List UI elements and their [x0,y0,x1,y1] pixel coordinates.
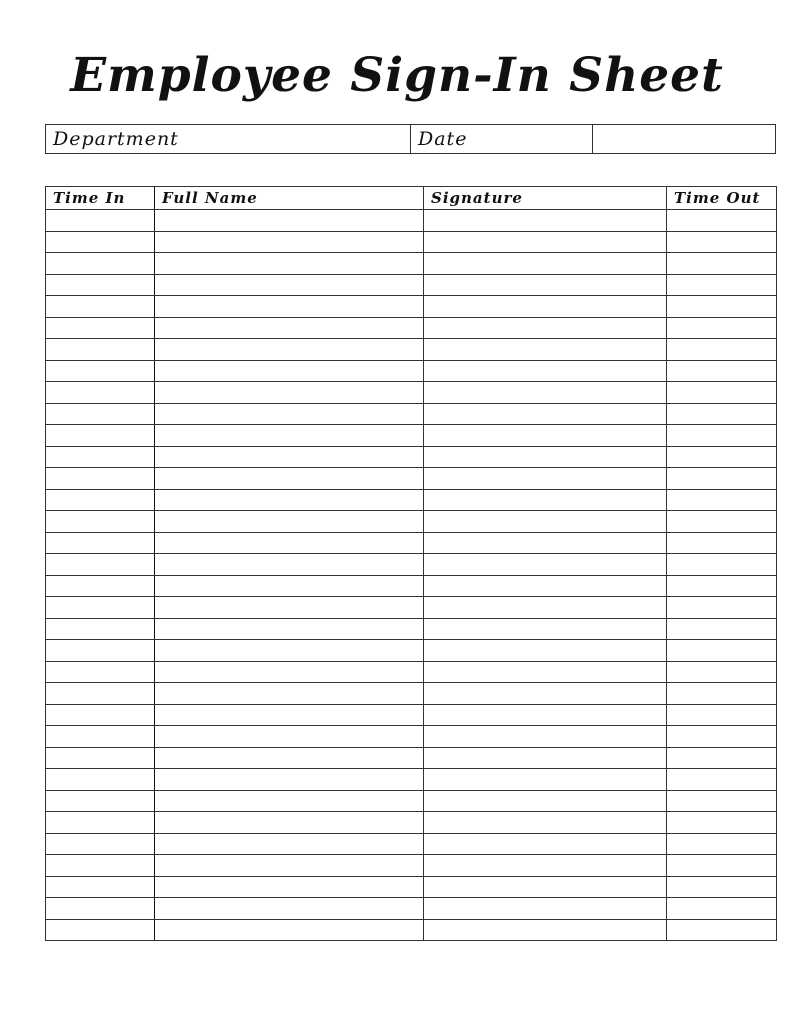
signature-cell[interactable] [424,661,667,683]
time-out-cell[interactable] [667,446,777,468]
table-row [46,640,777,662]
table-row [46,898,777,920]
page-title: Employee Sign-In Sheet [70,48,724,103]
time-out-cell[interactable] [667,382,777,404]
table-row [46,704,777,726]
time-out-cell[interactable] [667,919,777,941]
table-row [46,855,777,877]
time-in-cell[interactable] [46,898,155,920]
time-out-cell[interactable] [667,640,777,662]
full-name-cell[interactable] [155,704,424,726]
time-in-cell[interactable] [46,554,155,576]
time-in-cell[interactable] [46,296,155,318]
full-name-cell[interactable] [155,403,424,425]
time-out-cell[interactable] [667,360,777,382]
time-out-cell[interactable] [667,704,777,726]
time-out-cell[interactable] [667,403,777,425]
signature-cell[interactable] [424,704,667,726]
signature-cell[interactable] [424,511,667,533]
table-row [46,425,777,447]
full-name-cell[interactable] [155,296,424,318]
time-out-cell[interactable] [667,575,777,597]
full-name-cell[interactable] [155,532,424,554]
signature-cell[interactable] [424,575,667,597]
signature-cell[interactable] [424,919,667,941]
table-row [46,210,777,232]
info-row [46,125,776,154]
full-name-cell[interactable] [155,446,424,468]
time-out-cell[interactable] [667,231,777,253]
table-row [46,769,777,791]
table-row [46,446,777,468]
table-row [46,618,777,640]
time-out-cell[interactable] [667,489,777,511]
time-out-cell[interactable] [667,339,777,361]
column-header-signature: Signature [424,187,667,210]
column-header-time-out: Time Out [667,187,777,210]
time-out-cell[interactable] [667,511,777,533]
time-out-cell[interactable] [667,554,777,576]
time-out-cell[interactable] [667,769,777,791]
full-name-cell[interactable] [155,855,424,877]
time-in-cell[interactable] [46,661,155,683]
time-in-cell[interactable] [46,597,155,619]
full-name-cell[interactable] [155,790,424,812]
time-in-cell[interactable] [46,403,155,425]
signature-cell[interactable] [424,231,667,253]
signature-cell[interactable] [424,489,667,511]
time-in-cell[interactable] [46,855,155,877]
department-label: Department [53,128,179,150]
time-out-cell[interactable] [667,597,777,619]
signature-cell[interactable] [424,747,667,769]
full-name-cell[interactable] [155,231,424,253]
time-in-cell[interactable] [46,274,155,296]
signature-cell[interactable] [424,855,667,877]
full-name-cell[interactable] [155,683,424,705]
signature-cell[interactable] [424,446,667,468]
time-in-cell[interactable] [46,210,155,232]
full-name-cell[interactable] [155,919,424,941]
table-row [46,317,777,339]
time-in-cell[interactable] [46,511,155,533]
signature-cell[interactable] [424,532,667,554]
time-out-cell[interactable] [667,876,777,898]
time-in-cell[interactable] [46,339,155,361]
date-label: Date [411,125,593,154]
table-row [46,919,777,941]
time-out-cell[interactable] [667,747,777,769]
table-row [46,683,777,705]
full-name-cell[interactable] [155,210,424,232]
time-in-cell[interactable] [46,683,155,705]
time-in-cell[interactable] [46,231,155,253]
table-row [46,339,777,361]
signature-cell[interactable] [424,274,667,296]
date-field[interactable] [593,125,776,154]
time-out-cell[interactable] [667,855,777,877]
signature-cell[interactable] [424,726,667,748]
full-name-cell[interactable] [155,339,424,361]
table-row [46,661,777,683]
time-in-cell[interactable] [46,317,155,339]
full-name-cell[interactable] [155,274,424,296]
full-name-cell[interactable] [155,317,424,339]
table-row [46,747,777,769]
full-name-cell[interactable] [155,876,424,898]
signature-cell[interactable] [424,769,667,791]
table-row [46,726,777,748]
signature-cell[interactable] [424,683,667,705]
signature-cell[interactable] [424,876,667,898]
signature-cell[interactable] [424,382,667,404]
time-out-cell[interactable] [667,661,777,683]
time-out-cell[interactable] [667,296,777,318]
table-row [46,575,777,597]
time-out-cell[interactable] [667,812,777,834]
full-name-cell[interactable] [155,360,424,382]
full-name-cell[interactable] [155,640,424,662]
time-out-cell[interactable] [667,274,777,296]
time-in-cell[interactable] [46,919,155,941]
time-out-cell[interactable] [667,210,777,232]
table-row [46,274,777,296]
signature-cell[interactable] [424,618,667,640]
time-in-cell[interactable] [46,812,155,834]
full-name-cell[interactable] [155,618,424,640]
signature-cell[interactable] [424,317,667,339]
time-in-cell[interactable] [46,446,155,468]
time-in-cell[interactable] [46,360,155,382]
table-row [46,489,777,511]
time-in-cell[interactable] [46,790,155,812]
table-row [46,253,777,275]
time-in-cell[interactable] [46,640,155,662]
time-in-cell[interactable] [46,468,155,490]
table-row [46,468,777,490]
time-in-cell[interactable] [46,253,155,275]
time-out-cell[interactable] [667,532,777,554]
column-header-time-in: Time In [46,187,155,210]
table-row [46,382,777,404]
table-row [46,597,777,619]
full-name-cell[interactable] [155,554,424,576]
full-name-cell[interactable] [155,597,424,619]
time-out-cell[interactable] [667,898,777,920]
signature-cell[interactable] [424,812,667,834]
time-in-cell[interactable] [46,704,155,726]
full-name-cell[interactable] [155,661,424,683]
signature-cell[interactable] [424,554,667,576]
time-in-cell[interactable] [46,618,155,640]
signature-cell[interactable] [424,403,667,425]
table-row [46,403,777,425]
signature-cell[interactable] [424,790,667,812]
time-out-cell[interactable] [667,468,777,490]
full-name-cell[interactable] [155,575,424,597]
signature-cell[interactable] [424,253,667,275]
header-row [46,187,777,210]
column-header-full-name: Full Name [155,187,424,210]
time-in-cell[interactable] [46,575,155,597]
time-out-cell[interactable] [667,425,777,447]
table-row [46,790,777,812]
table-row [46,231,777,253]
signature-cell[interactable] [424,360,667,382]
signature-cell[interactable] [424,898,667,920]
full-name-cell[interactable] [155,812,424,834]
time-out-cell[interactable] [667,790,777,812]
time-in-cell[interactable] [46,747,155,769]
time-in-cell[interactable] [46,425,155,447]
time-in-cell[interactable] [46,382,155,404]
sheet-body [46,210,777,941]
full-name-cell[interactable] [155,489,424,511]
time-in-cell[interactable] [46,833,155,855]
signature-cell[interactable] [424,296,667,318]
table-row [46,833,777,855]
signature-cell[interactable] [424,425,667,447]
table-row [46,532,777,554]
info-table [45,124,776,154]
full-name-cell[interactable] [155,253,424,275]
signature-cell[interactable] [424,597,667,619]
signature-cell[interactable] [424,833,667,855]
signature-cell[interactable] [424,640,667,662]
table-row [46,360,777,382]
full-name-cell[interactable] [155,511,424,533]
time-in-cell[interactable] [46,489,155,511]
time-out-cell[interactable] [667,683,777,705]
time-in-cell[interactable] [46,876,155,898]
department-field[interactable] [46,125,411,154]
full-name-cell[interactable] [155,769,424,791]
time-out-cell[interactable] [667,253,777,275]
full-name-cell[interactable] [155,747,424,769]
sign-in-table [45,186,777,941]
time-in-cell[interactable] [46,726,155,748]
full-name-cell[interactable] [155,833,424,855]
table-row [46,511,777,533]
full-name-cell[interactable] [155,726,424,748]
signature-cell[interactable] [424,468,667,490]
signature-cell[interactable] [424,210,667,232]
table-row [46,876,777,898]
table-row [46,296,777,318]
time-out-cell[interactable] [667,726,777,748]
table-row [46,554,777,576]
full-name-cell[interactable] [155,468,424,490]
time-out-cell[interactable] [667,317,777,339]
time-out-cell[interactable] [667,618,777,640]
signature-cell[interactable] [424,339,667,361]
full-name-cell[interactable] [155,425,424,447]
full-name-cell[interactable] [155,898,424,920]
full-name-cell[interactable] [155,382,424,404]
time-out-cell[interactable] [667,833,777,855]
time-in-cell[interactable] [46,769,155,791]
time-in-cell[interactable] [46,532,155,554]
table-row [46,812,777,834]
